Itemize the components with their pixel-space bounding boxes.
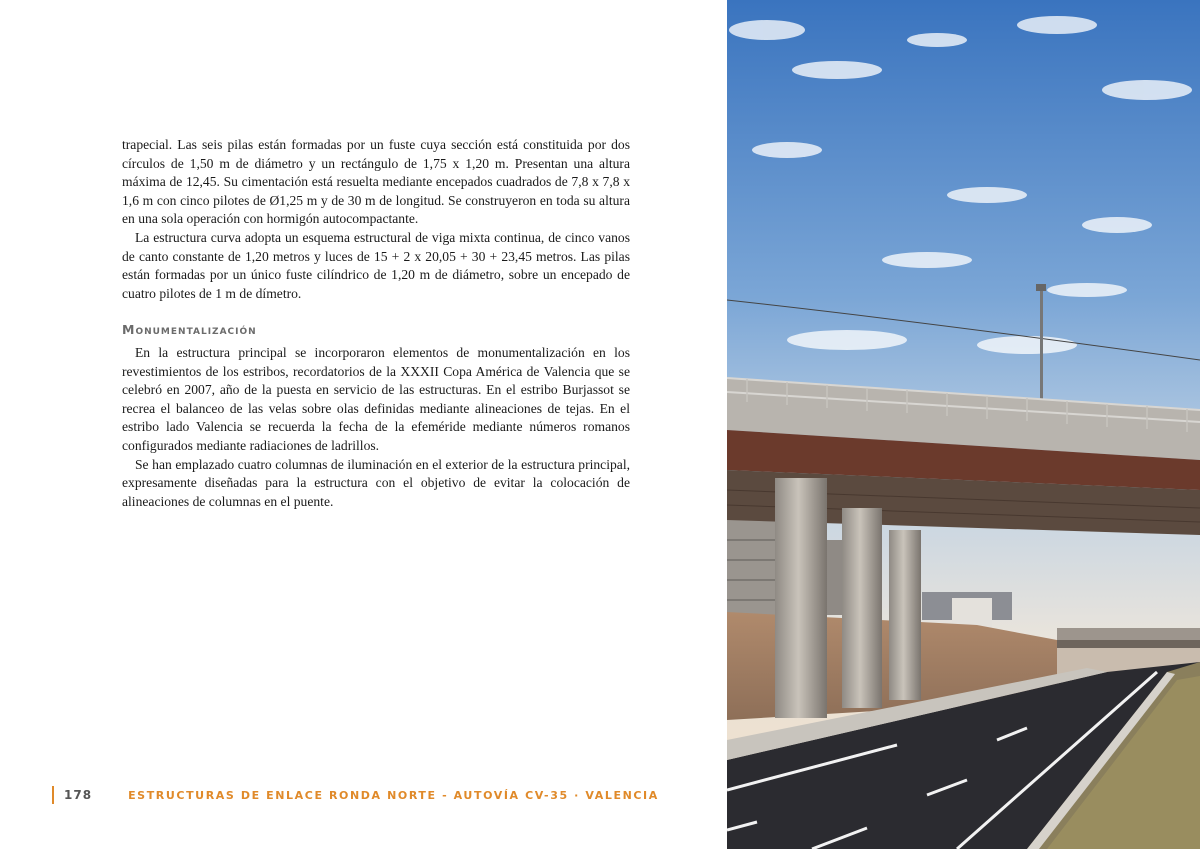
paragraph-3: En la estructura principal se incorporaron elementos de monumentalización en los revestimientos de los estribos, recordatorios de la XXXII Copa América de Valencia que se celebró en 2007, año de la puesta en servicio de las estructuras. En el estribo Burjassot se recrea el balanceo de las velas sobre olas definidas mediante alineaciones de tejas. En el estribo lado Valencia se recuerda la fecha de la efeméride mediante números romanos configurados mediante radiaciones de ladrillos. [122, 344, 630, 453]
body-text [122, 136, 630, 511]
paragraph-1: trapecial. Las seis pilas están formadas por un fuste cuya sección está constituida por dos círculos de 1,50 m de diámetro y un rectángulo de 1,75 x 1,20 m. Presentan una altura máxima de 12,45. Su cimentación está resuelta mediante encepados cuadrados de 7,8 x 7,8 x 1,6 m con cinco pilotes de Ø1,25 m y de 30 m de longitud. Se construyeron en toda su altura en una sola operación con hormigón autocompactante. [122, 137, 630, 227]
section-heading: Monumentalización [122, 322, 257, 338]
footer-accent-bar [52, 786, 54, 804]
page-footer [52, 785, 659, 805]
bridge-photo [727, 0, 1200, 849]
paragraph-2: La estructura curva adopta un esquema estructural de viga mixta continua, de cinco vanos de canto constante de 1,20 metros y luces de 15 + 2 x 20,05 + 30 + 23,45 metros. Las pilas están formadas por un único fuste cilíndrico de 1,20 m de diámetro, sobre un encepado de cuatro pilotes de 1 m de dímetro. [122, 229, 630, 301]
running-title: ESTRUCTURAS DE ENLACE RONDA NORTE - AUTOVÍA CV-35 · VALENCIA [128, 788, 659, 802]
paragraph-4: Se han emplazado cuatro columnas de iluminación en el exterior de la estructura principal, expresamente diseñadas para la estructura con el objetivo de evitar la colocación de alineaciones de columnas en el puente. [122, 456, 630, 509]
page-number: 178 [64, 788, 93, 802]
